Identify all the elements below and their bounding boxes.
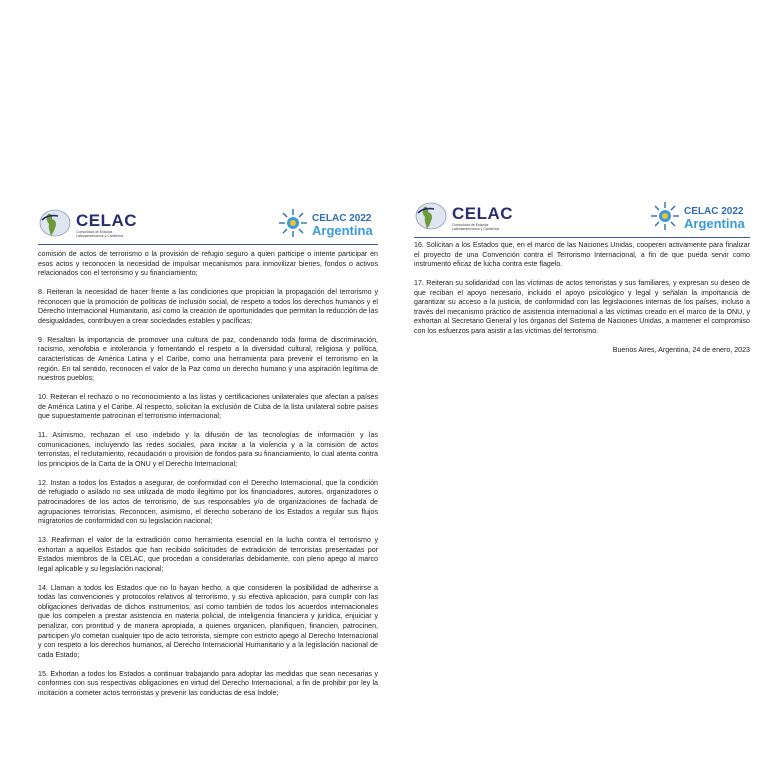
paragraph: 17. Reiteran su solidaridad con las víctimas de actos terroristas y sus familiares, y expresan su deseo de que reciban el apoyo necesario, incluido el apoyo psicológico y legal y señalan la importancia de garantizar su acceso a la justicia, de conformidad con las legislaciones internas de los países, incluso a través del mecanismo práctico de asistencia internacional a las víctimas creado en el marco de la ONU, y exhortan al Secretario General y los órganos del Sistema de Naciones Unidas, a mantener el compromiso con los esfuerzos para asistir a las víctimas del terrorismo. (414, 279, 750, 336)
document-body (414, 241, 750, 365)
sun-icon (278, 208, 308, 238)
paragraph: comisión de actos de terrorismo o la provisión de refugio seguro a quien participe o intente participar en esos actos y reconocen la necesidad de impulsar mecanismos para inmovilizar bienes, fondos o activos relacionados con el terrorismo y su financiamiento; (38, 250, 378, 278)
sun-icon (650, 201, 680, 231)
paragraph: 12. Instan a todos los Estados a asegurar, de conformidad con el Derecho Internacional, que la condición de refugiado o asilado no sea utilizada de modo ilegítimo por los financiadores, autores, organizadores o patrocinadores de los actos de terrorismo, de sus responsables y/o de organizaciones de fachada de agrupaciones terroristas. Reconocen, asimismo, el derecho soberano de los Estados a regular sus flujos migratorios de conformidad con su legislación nacional; (38, 478, 378, 526)
paragraph: 8. Reiteran la necesidad de hacer frente a las condiciones que propician la propagación del terrorismo y reconocen que la promoción de políticas de inclusión social, de respeto a todos los derechos humanos y el Derecho Internacional Humanitario, así como la creación de oportunidades que permitan la reducción de las desigualdades, contribuyen a crear sociedades estables y pacíficas; (38, 288, 378, 325)
event-country: Argentina (684, 216, 745, 231)
event-title: CELAC 2022 (312, 213, 372, 224)
header-divider (414, 237, 750, 238)
document-body (38, 250, 378, 708)
document-page-right (384, 0, 768, 768)
celac-subtitle: Comunidad de Estados Latinoamericanos y Caribeños (76, 230, 124, 238)
celac-2022-argentina-logo (650, 197, 750, 237)
celac-subtitle: Comunidad de Estados Latinoamericanos y Caribeños (452, 223, 500, 231)
header-divider (38, 244, 378, 245)
globe-icon (38, 206, 72, 240)
page-header (38, 204, 378, 244)
event-title: CELAC 2022 (684, 206, 744, 217)
celac-2022-argentina-logo (278, 204, 378, 244)
paragraph: 14. Llaman a todos los Estados que no lo hayan hecho, a que consideren la posibilidad de adherirse a todas las convenciones y protocolos relativos al terrorismo, y su efectiva aplicación, para cumplir con las obligaciones derivadas de dichos instrumentos, así como también de todos los acuerdos internacionales que los compelen a prestar asistencia en materia policial, de inteligencia financiera y jurídica, enjuiciar y penalizar, con prontitud y de manera apropiada, a quienes organicen, planifiquen, financien, patrocinen, participen y/o cometan cualquier tipo de acto terrorista, siempre con estricto apego al Derecho Internacional y con respeto a los derechos humanos, al Derecho Internacional Humanitario y a la legislación nacional de cada Estado; (38, 583, 378, 659)
paragraph: 11. Asimismo, rechazan el uso indebido y la difusión de las tecnologías de información y las comunicaciones, incluyendo las redes sociales, para incitar a la violencia y a la comisión de actos terroristas, el reclutamiento, recaudación o provisión de fondos para su financiamiento, lo cual atenta contra los principios de la Carta de la ONU y el Derecho Internacional; (38, 431, 378, 468)
celac-logo (38, 204, 138, 244)
celac-logo (414, 197, 514, 237)
page-header (414, 197, 750, 237)
celac-name: CELAC (452, 204, 514, 223)
event-country: Argentina (312, 223, 373, 238)
paragraph: 16. Solicitan a los Estados que, en el marco de las Naciones Unidas, cooperen activamente para finalizar el proyecto de una Convención contra el Terrorismo Internacional, a fin de que pueda servir como instrumento eficaz de lucha contra este flagelo. (414, 241, 750, 269)
paragraph: 13. Reafirman el valor de la extradición como herramienta esencial en la lucha contra el terrorismo y exhortan a aquellos Estados que han recibido solicitudes de extradición de terroristas presentadas por Estados miembros de la CELAC, que procedan a considerarlas debidamente, con pleno apego al marco legal aplicable y su legislación nacional; (38, 536, 378, 573)
globe-icon (414, 199, 448, 233)
paragraph: 9. Resaltan la importancia de promover una cultura de paz, condenando toda forma de discriminación, racismo, xenofobia e intolerancia y fomentando el respeto a la diversidad cultural, religiosa y política, características de América Latina y el Caribe, como una herramienta para prevenir el terrorismo en la región. En tal sentido, reconocen el valor de la Paz como un derecho humano y una aspiración legítima de nuestros pueblos; (38, 335, 378, 383)
paragraph: 10. Reiteran el rechazo o no reconocimiento a las listas y certificaciones unilaterales que afectan a países de América Latina y el Caribe. Al respecto, solicitan la exclusión de Cuba de la lista unilateral sobre países que supuestamente patrocinan el terrorismo internacional; (38, 393, 378, 421)
paragraph: 15. Exhortan a todos los Estados a continuar trabajando para adoptar las medidas que sean necesarias y conformes con sus respectivas obligaciones en virtud del Derecho Internacional, a fin de prohibir por ley la incitación a cometer actos terroristas y prevenir las conductas de esa índole; (38, 669, 378, 697)
place-date-signature: Buenos Aires, Argentina, 24 de enero, 2023 (612, 345, 750, 354)
celac-name: CELAC (76, 211, 138, 230)
